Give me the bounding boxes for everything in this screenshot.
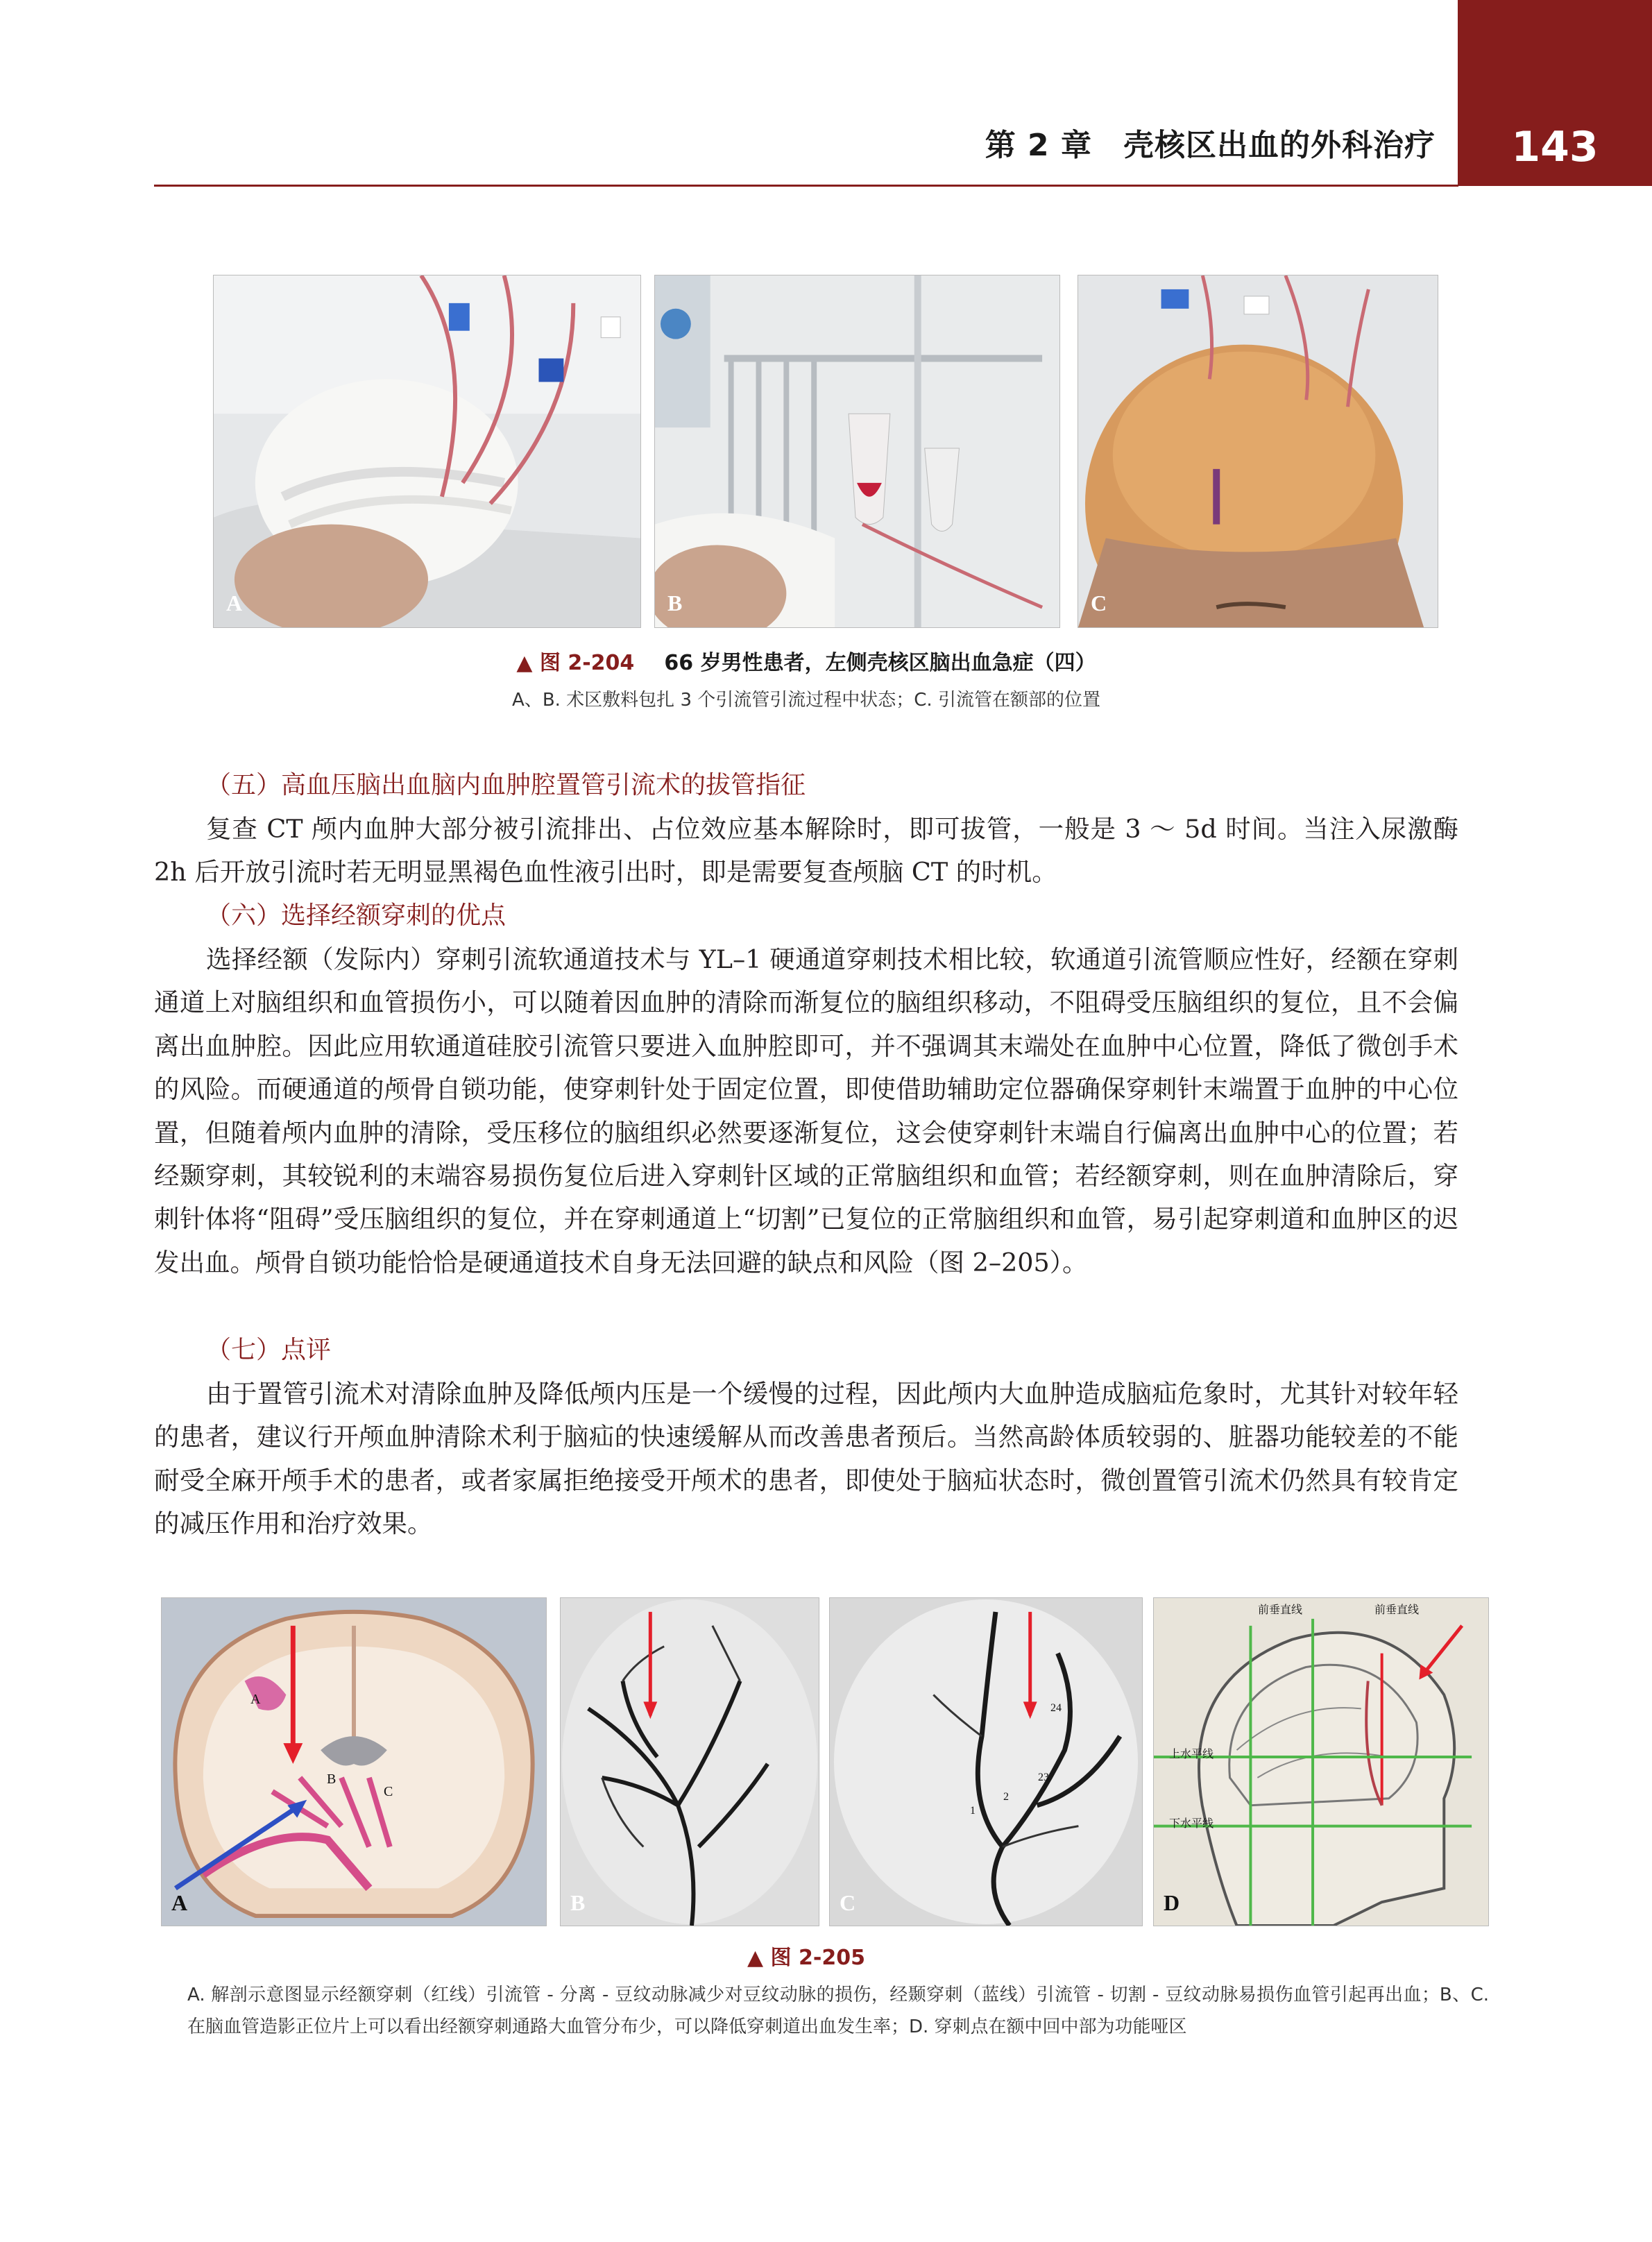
diagram-label: A (250, 1692, 261, 1707)
paragraph: 选择经额（发际内）穿刺引流软通道技术与 YL–1 硬通道穿刺技术相比较，软通道引流管顺应性好，经额在穿刺通道上对脑组织和血管损伤小，可以随着因血肿的清除而渐复位的脑组织移动，不阻碍受压脑组织的复位，且不会偏离出血肿腔。因此应用软通道硅胶引流管只要进入血肿腔即可，并不强调其末端处在血肿中心位置，降低了微创手术的风险。而硬通道的颅骨自锁功能，使穿刺针处于固定位置，即使借助辅助定位器确保穿刺针末端置于血肿的中心位置，但随着颅内血肿的清除，受压移位的脑组织必然要逐渐复位，这会使穿刺针末端自行偏离出血肿中心的位置；若经颞穿刺，其较锐利的末端容易损伤复位后进入穿刺针区域的正常脑组织和血管；若经额穿刺，则在血肿清除后，穿刺针体将“阻碍”受压脑组织的复位，并在穿刺通道上“切割”已复位的正常脑组织和血管，易引起穿刺道和血肿区的迟发出血。颅骨自锁功能恰恰是硬通道技术自身无法回避的缺点和风险（图 2–205）。 (154, 944, 1458, 1277)
figure-204-label: ▲ 图 2-204 (516, 651, 635, 675)
figure-205-panel-b (560, 1597, 819, 1926)
paragraph: 复查 CT 颅内血肿大部分被引流排出、占位效应基本解除时，即可拔管，一般是 3 ～ 5d 时间。当注入尿激酶 2h 后开放引流时若无明显黑褐色血性液引出时，即是需要复查颅脑 CT 的时机。 (154, 814, 1458, 888)
figure-204-panel-b (654, 275, 1060, 628)
diagram-label: 前垂直线 (1374, 1603, 1420, 1616)
vessel-number: 1 (970, 1805, 976, 1817)
angiogram-left (561, 1598, 819, 1926)
vessel-number: 24 (1050, 1702, 1062, 1714)
header-rule (154, 185, 1458, 187)
vessel-number: 23 (1038, 1772, 1049, 1783)
paragraph: 由于置管引流术对清除血肿及降低颅内压是一个缓慢的过程，因此颅内大血肿造成脑疝危象时，尤其针对较年轻的患者，建议行开颅血肿清除术利于脑疝的快速缓解从而改善患者预后。当然高龄体质较弱的、脏器功能较差的不能耐受全麻开颅手术的患者，或者家属拒绝接受开颅术的患者，即使处于脑疝状态时，微创置管引流术仍然具有较肯定的减压作用和治疗效果。 (154, 1379, 1458, 1539)
figure-204-panel-c (1078, 275, 1438, 628)
panel-letter: B (570, 1890, 586, 1915)
vessel-number: 2 (1003, 1791, 1009, 1803)
diagram-skull-lateral (1154, 1598, 1488, 1926)
figure-205-panel-d (1153, 1597, 1489, 1926)
diagram-label: B (327, 1772, 337, 1787)
figure-205-caption-note: A. 解剖示意图显示经额穿刺（红线）引流管 - 分离 - 豆纹动脉减少对豆纹动脉的损伤，经颞穿刺（蓝线）引流管 - 切割 - 豆纹动脉易损伤血管引起再出血；B、C. 在脑血管造影正位片上可以看出经额穿刺通路大血管分布少，可以降低穿刺道出血发生率；D. 穿刺点在额中回中部为功能哑区 (187, 1985, 1489, 2037)
section-heading-5: （五）高血压脑出血脑内血肿腔置管引流术的拔管指征 (206, 771, 806, 799)
figure-204-caption-title (154, 648, 1458, 679)
figure-205-panel-a (161, 1597, 547, 1926)
page-number: 143 (1511, 123, 1599, 171)
panel-letter: C (840, 1890, 856, 1915)
section-heading-7: （七）点评 (206, 1336, 332, 1364)
section-heading-6: （六）选择经额穿刺的优点 (206, 901, 506, 930)
chapter-header-title: 第 2 章 壳核区出血的外科治疗 (985, 128, 1436, 163)
figure-205-caption-title (154, 1943, 1458, 1973)
panel-letter: B (667, 591, 683, 615)
panel-letter: A (171, 1890, 188, 1915)
diagram-coronal-brain (162, 1598, 546, 1926)
diagram-label: 前垂直线 (1258, 1603, 1303, 1616)
angiogram-right (830, 1598, 1142, 1926)
figure-205-label: ▲ 图 2-205 (747, 1946, 865, 1970)
figure-204-caption-note: A、B. 术区敷料包扎 3 个引流管引流过程中状态；C. 引流管在额部的位置 (512, 690, 1100, 711)
diagram-label: C (384, 1784, 393, 1799)
panel-letter: D (1164, 1890, 1180, 1915)
diagram-label: 上水平线 (1169, 1747, 1214, 1760)
photo-drainage-bags (655, 275, 1059, 627)
figure-204-title: 66 岁男性患者，左侧壳核区脑出血急症（四） (664, 651, 1096, 675)
figure-204-panel-a (213, 275, 641, 628)
panel-letter: C (1091, 591, 1107, 615)
photo-bandaged-head-left (214, 275, 640, 627)
photo-frontal-drain-sites (1078, 275, 1438, 627)
diagram-label: 下水平线 (1169, 1817, 1214, 1830)
figure-205-panel-c (829, 1597, 1143, 1926)
panel-letter: A (226, 591, 243, 615)
